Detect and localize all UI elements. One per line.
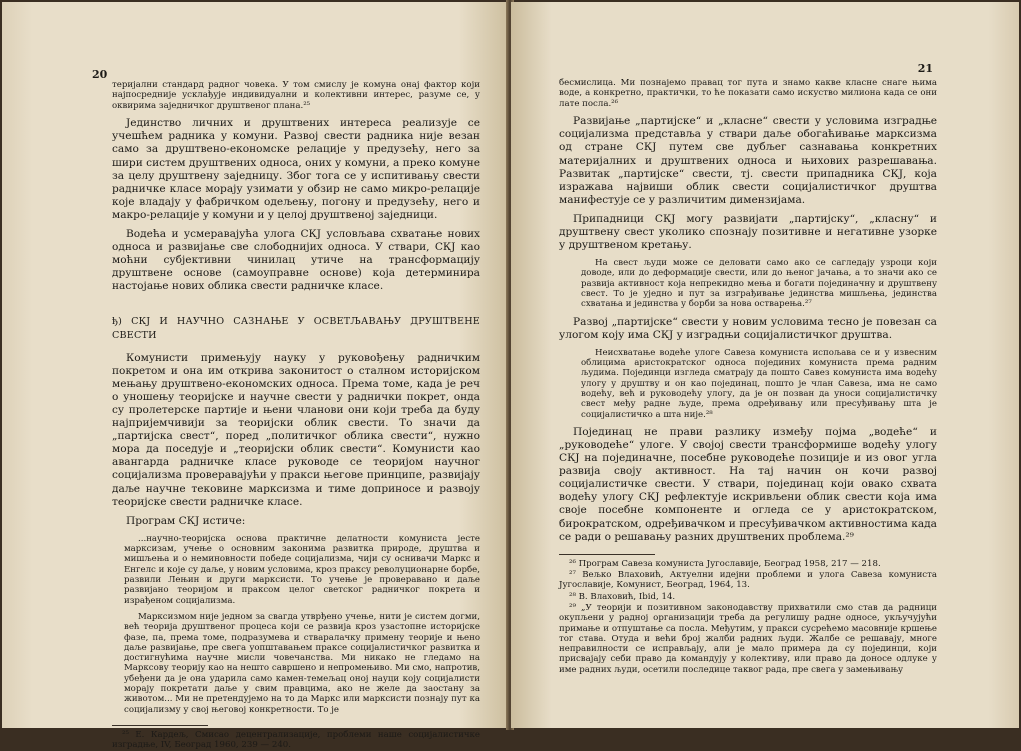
top-continuation: теријални стандард радног човека. У том смислу је комуна онај фактор који најпосредније усклађује индивидуални и колективни интерес, разуме се, у оквирима заједничког друштвеног плана.²⁵	[112, 80, 480, 111]
paragraph: Појединац не прави разлику између појма „водеће“ и „руководеће“ улоге. У својој свести трансформише водећу улогу СКЈ на појединачне, посебне руководеће позиције и из овог угла развија своју активност. На тај начин он кочи развој социјалистичке свести. У ствари, појединац који овако схвата водећу улогу СКЈ рефлектује искривљени облик свести која има своје посебне компоненте и огледа се у аристократском, бирократском, одређивачком и пресуђивачком активностима када се ради о решавању разних друштвених проблема.²⁹	[559, 425, 937, 543]
footnote-rule	[112, 725, 208, 726]
right-text-column	[559, 78, 937, 676]
footnote: ²⁹ „У теорији и позитивном законодавству прихватили смо став да радници окупљени у радној организацији треба да регулишу радне односе, укључујући примање и отпуштање са посла. Међутим, у пракси сусрећемо масовније кршење тог става. Отуда и већи број жалби радних људи. Жалбе се решавају, многе неправилности се исправљају, али је мало примера да су појединци, који присвајају себи право да командују у колективу, или право да доносе одлуке у име радних људи, осетили последице таквог рада, пре свега у замењивању	[559, 602, 937, 675]
footnote: ²⁵ Е. Кардељ, Смисао децентрализације, проблеми наше социјалистичке изградње, IV, Београд 1960, 239 — 240.	[112, 729, 480, 751]
left-text-column	[112, 80, 480, 751]
paragraph: Водећа и усмеравајућа улога СКЈ условљава схватање нових односа и развијање све слободнијих односа. У ствари, СКЈ као моћни субјективни чинилац утиче на трансформацију друштвене основе (самоуправне основе) која детерминира настојање нових облика свести радничке класе.	[112, 227, 480, 293]
block-quote: На свест људи може се деловати само ако се сагледају узроци који доводе, или до деформације свести, или до њеног јачања, а то значи ако се развија активност која непрекидно мења и богати појединачну и друштвену свест. То је уједно и пут за изграђивање јединства мишљења, јединства схватања и јединства у борби за нова остварења.²⁷	[581, 258, 937, 310]
paragraph: Програм СКЈ истиче:	[126, 514, 246, 527]
footnote: ²⁷ Вељко Влаховић, Актуелни идејни проблеми и улога Савеза комуниста Југославије, Комунист, Београд, 1964, 13.	[559, 570, 937, 591]
top-continuation: бесмислица. Ми познајемо правац тог пута и знамо какве класне снаге њима воде, а конкретно, практички, то ће показати само искуство милиона када се они лате посла.²⁶	[559, 78, 937, 109]
paragraph: Комунисти примењују науку у руковођењу радничким покретом и она им открива законитост о сталном историјском мењању друштвено-економских односа. Према томе, када је реч о уношењу теоријске и научне свести у раднички покрет, онда су пролетерске партије и њени чланови они који треба да буду најпријемчивији за теоријски облик свести. То значи да „партијска свест“, поред „политичког облика свести“, нужно мора да поседује и „теоријски облик свести“. Комунисти као авангарда радничке класе руководе се теоријом научног социјализма проверавајући у пракси његове принципе, развијају даље научне тековине марксизма и тиме доприносе и развоју теоријске свести радничке класе.	[112, 351, 480, 508]
paragraph: Јединство личних и друштвених интереса реализује се учешћем радника у комуни. Развој свести радника није везан само за друштвено-економске релације у предузећу, него за шири систем друштвених односа, оних у комуни, а преко комуне за целу друштвену заједницу. Због тога се у испитивању свести радничке класе морају узимати у обзир не само микро-релације које владају у фабричком одељењу, погону и предузећу, него и макро-релације у комуни и у целој друштвеној заједници.	[112, 117, 480, 221]
page-number-right: 21	[917, 62, 933, 75]
footnote: ²⁸ В. Влаховић, Ibid, 14.	[569, 591, 676, 602]
right-page	[511, 2, 1019, 728]
block-quote: Марксизмом није једном за свагда утврђено учење, нити је систем догми, већ теорија друштвеног процеса који се развија кроз узастопне историјске фазе, па, према томе, подразумева и стваралачку примену теорије и њено даље развијање, пре свега уопштавањем праксе социјалистичког развитка и достигнућима научне мисли човечанства. Ми никако не гледамо на Марксову теорију као на нешто савршено и непромењиво. Ми смо, напротив, убеђени да је она ударила само камен-темељац оној науци коју социјалисти морају покретати даље у свим правцима, ако не желе да заостану за животом... Ми не претендујемо на то да Маркс или марксисти познају пут ка социјализму у свој његовој конкретности. То је	[124, 611, 480, 715]
section-heading: ђ) СКЈ И НАУЧНО САЗНАЊЕ У ОСВЕТЉАВАЊУ ДРУШТВЕНЕ СВЕСТИ	[112, 316, 480, 341]
footnote-rule	[559, 554, 655, 555]
paragraph: Развијање „партијске“ и „класне“ свести у условима изградње социјализма представља у ствари даље обогаћивање марксизма од стране СКЈ путем све дубљег сазнавања конкретних материјалних и друштвених односа и њихових разрешавања. Развитак „партијске“ свести, тј. свести припадника СКЈ, која изражава највиши облик свести социјалистичког друштва манифестује се у различитим димензијама.	[559, 115, 937, 206]
footnote: ²⁶ Програм Савеза комуниста Југославије, Београд 1958, 217 — 218.	[569, 558, 881, 569]
paragraph: Припадници СКЈ могу развијати „партијску“, „класну“ и друштвену свест уколико спознају позитивне и негативне узорке у друштвеном кретању.	[559, 212, 937, 252]
page-number-left: 20	[92, 68, 108, 81]
paragraph: Развој „партијске“ свести у новим условима тесно је повезан са улогом коју има СКЈ у изградњи социјалистичког друштва.	[559, 315, 937, 341]
block-quote: Неисхватање водеће улоге Савеза комуниста испољава се и у извесним облицима аристократског односа појединих комуниста према радним људима. Појединци изгледа сматрају да пошто Савез комуниста има водећу улогу у друштву и он као појединац, пошто је члан Савеза, има не само водећу, већ и руководећу улогу, да је он позван да уноси социјалистичку свест међу радне људе, према одређивању или пресуђивању шта је социјалистичко а шта није.²⁸	[581, 347, 937, 420]
block-quote: ...научно-теоријска основа практичне делатности комуниста јесте марксизам, учење о основним законима развитка природе, друштва и мишљења и о неминовности победе социјализма, чији су оснивачи Маркс и Енгелс и које су даље, у новим условима, кроз праксу револуционарне борбе, развили Лењин и други марксисти. То учење је проверавано и даље развијано теоријом и праксом целог светског радничког покрета и израђеном социјализма.	[124, 533, 480, 606]
left-page	[2, 2, 509, 751]
